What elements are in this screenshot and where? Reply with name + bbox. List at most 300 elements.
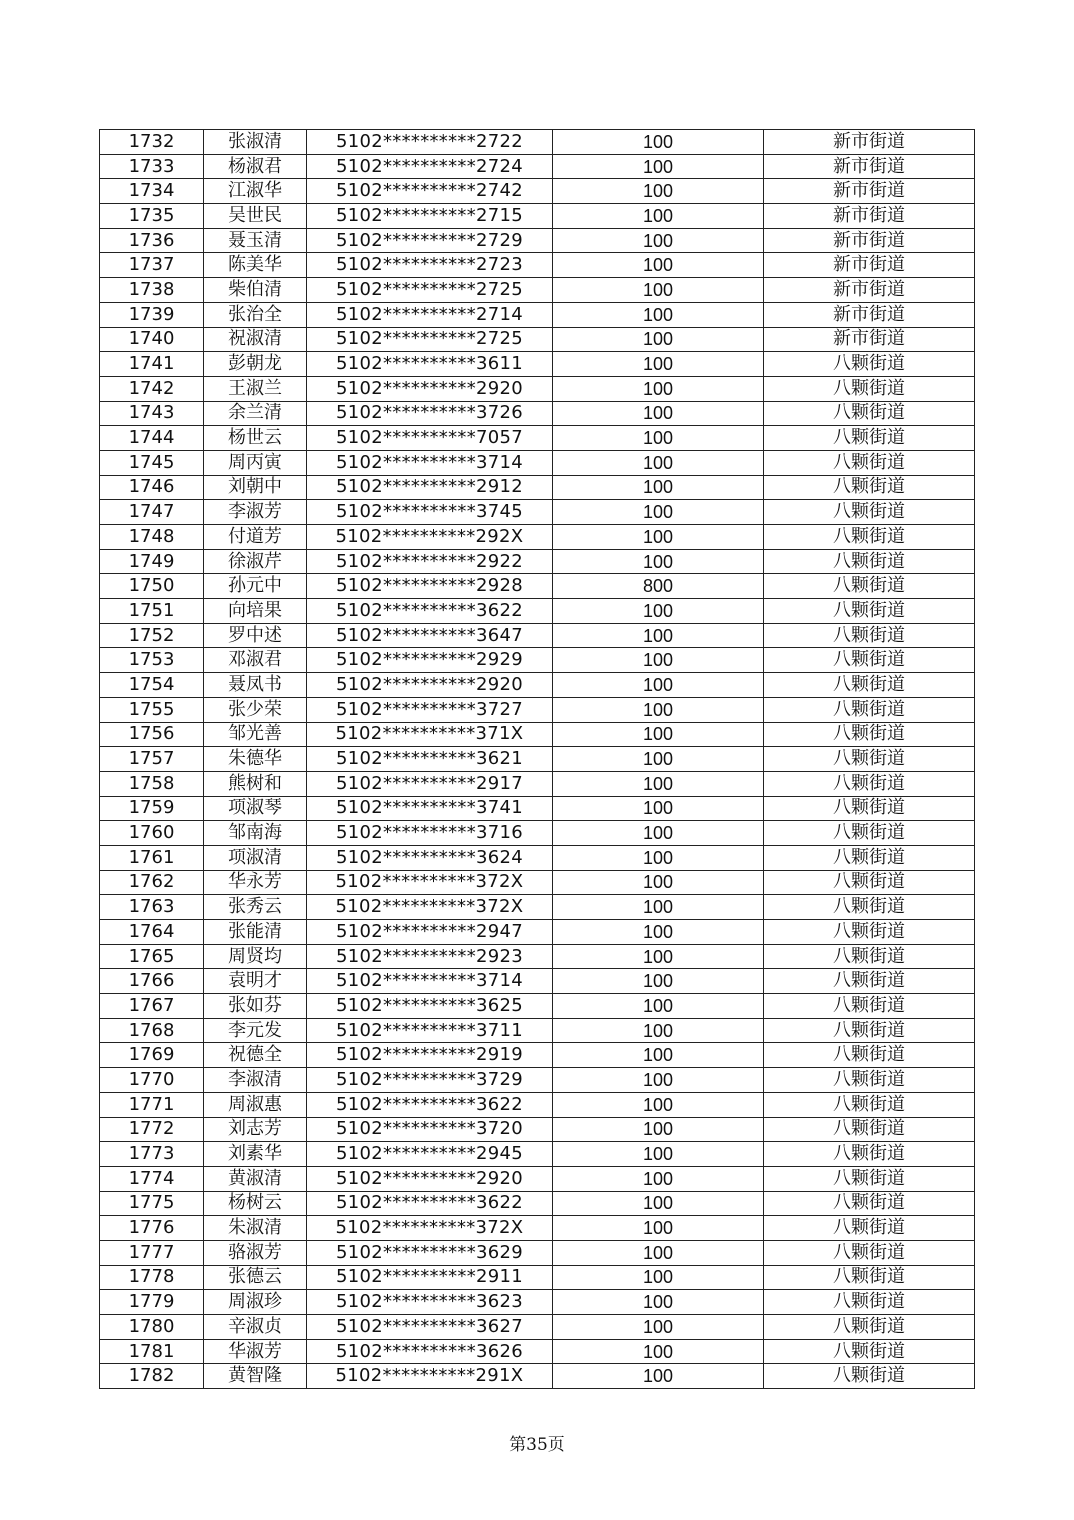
street-cell: 八颗街道 [764,574,975,599]
id-number-cell: 5102**********292X [307,525,553,550]
name-cell: 王淑兰 [204,376,307,401]
row-number-cell: 1778 [100,1265,204,1290]
table-row [100,1142,975,1167]
name-cell: 彭朝龙 [204,352,307,377]
row-number-cell: 1770 [100,1068,204,1093]
id-number-cell: 5102**********2714 [307,302,553,327]
table-row [100,574,975,599]
id-number-cell: 5102**********2929 [307,648,553,673]
street-cell: 八颗街道 [764,920,975,945]
street-cell: 八颗街道 [764,500,975,525]
name-cell: 向培果 [204,599,307,624]
table-row [100,1364,975,1389]
street-cell: 新市街道 [764,302,975,327]
row-number-cell: 1762 [100,870,204,895]
street-cell: 八颗街道 [764,450,975,475]
name-cell: 吴世民 [204,204,307,229]
amount-cell: 100 [553,327,764,352]
name-cell: 杨树云 [204,1191,307,1216]
street-cell: 八颗街道 [764,401,975,426]
table-row [100,648,975,673]
table-row [100,673,975,698]
name-cell: 朱淑清 [204,1216,307,1241]
id-number-cell: 5102**********2723 [307,253,553,278]
name-cell: 聂玉清 [204,228,307,253]
row-number-cell: 1782 [100,1364,204,1389]
table-row [100,525,975,550]
amount-cell: 100 [553,920,764,945]
row-number-cell: 1733 [100,154,204,179]
id-number-cell: 5102**********3647 [307,623,553,648]
row-number-cell: 1734 [100,179,204,204]
name-cell: 邓淑君 [204,648,307,673]
table-row [100,1339,975,1364]
id-number-cell: 5102**********372X [307,895,553,920]
row-number-cell: 1747 [100,500,204,525]
name-cell: 张少荣 [204,697,307,722]
table-row [100,352,975,377]
table-row [100,845,975,870]
name-cell: 柴伯清 [204,278,307,303]
amount-cell: 100 [553,204,764,229]
id-number-cell: 5102**********2912 [307,475,553,500]
amount-cell: 100 [553,796,764,821]
street-cell: 八颗街道 [764,599,975,624]
table-row [100,549,975,574]
row-number-cell: 1774 [100,1166,204,1191]
id-number-cell: 5102**********3611 [307,352,553,377]
name-cell: 李淑清 [204,1068,307,1093]
table-row [100,179,975,204]
street-cell: 八颗街道 [764,994,975,1019]
street-cell: 八颗街道 [764,1364,975,1389]
id-number-cell: 5102**********2922 [307,549,553,574]
table-row [100,895,975,920]
row-number-cell: 1775 [100,1191,204,1216]
street-cell: 八颗街道 [764,1142,975,1167]
street-cell: 八颗街道 [764,722,975,747]
amount-cell: 100 [553,722,764,747]
street-cell: 八颗街道 [764,796,975,821]
id-number-cell: 5102**********3625 [307,994,553,1019]
id-number-cell: 5102**********3622 [307,599,553,624]
table-row [100,475,975,500]
amount-cell: 100 [553,1290,764,1315]
table-row [100,500,975,525]
name-cell: 项淑清 [204,845,307,870]
id-number-cell: 5102**********2729 [307,228,553,253]
amount-cell: 100 [553,1142,764,1167]
row-number-cell: 1764 [100,920,204,945]
id-number-cell: 5102**********291X [307,1364,553,1389]
table-row [100,278,975,303]
row-number-cell: 1754 [100,673,204,698]
street-cell: 八颗街道 [764,747,975,772]
amount-cell: 100 [553,1068,764,1093]
name-cell: 孙元中 [204,574,307,599]
name-cell: 张能清 [204,920,307,945]
name-cell: 邹光善 [204,722,307,747]
street-cell: 八颗街道 [764,1240,975,1265]
row-number-cell: 1742 [100,376,204,401]
amount-cell: 100 [553,821,764,846]
amount-cell: 100 [553,969,764,994]
table-row [100,796,975,821]
street-cell: 八颗街道 [764,771,975,796]
amount-cell: 100 [553,1191,764,1216]
amount-cell: 100 [553,771,764,796]
table-row [100,1315,975,1340]
name-cell: 张淑清 [204,130,307,155]
row-number-cell: 1746 [100,475,204,500]
id-number-cell: 5102**********2724 [307,154,553,179]
id-number-cell: 5102**********372X [307,870,553,895]
amount-cell: 100 [553,549,764,574]
table-row [100,920,975,945]
row-number-cell: 1748 [100,525,204,550]
id-number-cell: 5102**********2945 [307,1142,553,1167]
name-cell: 周丙寅 [204,450,307,475]
street-cell: 八颗街道 [764,1092,975,1117]
street-cell: 八颗街道 [764,525,975,550]
id-number-cell: 5102**********2919 [307,1043,553,1068]
street-cell: 八颗街道 [764,1068,975,1093]
row-number-cell: 1743 [100,401,204,426]
id-number-cell: 5102**********3627 [307,1315,553,1340]
amount-cell: 100 [553,352,764,377]
row-number-cell: 1751 [100,599,204,624]
table-row [100,1216,975,1241]
table-row [100,1166,975,1191]
row-number-cell: 1768 [100,1018,204,1043]
amount-cell: 100 [553,302,764,327]
row-number-cell: 1763 [100,895,204,920]
street-cell: 八颗街道 [764,1216,975,1241]
id-number-cell: 5102**********2947 [307,920,553,945]
name-cell: 华淑芳 [204,1339,307,1364]
id-number-cell: 5102**********372X [307,1216,553,1241]
row-number-cell: 1744 [100,426,204,451]
table-row [100,376,975,401]
row-number-cell: 1758 [100,771,204,796]
amount-cell: 100 [553,870,764,895]
name-cell: 周淑惠 [204,1092,307,1117]
id-number-cell: 5102**********2722 [307,130,553,155]
table-row [100,771,975,796]
street-cell: 八颗街道 [764,969,975,994]
name-cell: 杨淑君 [204,154,307,179]
table-row [100,1191,975,1216]
street-cell: 新市街道 [764,154,975,179]
amount-cell: 100 [553,525,764,550]
amount-cell: 100 [553,1216,764,1241]
street-cell: 八颗街道 [764,1290,975,1315]
amount-cell: 100 [553,845,764,870]
row-number-cell: 1777 [100,1240,204,1265]
name-cell: 骆淑芳 [204,1240,307,1265]
street-cell: 新市街道 [764,228,975,253]
street-cell: 八颗街道 [764,1043,975,1068]
id-number-cell: 5102**********2920 [307,1166,553,1191]
id-number-cell: 5102**********2920 [307,673,553,698]
street-cell: 八颗街道 [764,1339,975,1364]
id-number-cell: 5102**********3729 [307,1068,553,1093]
street-cell: 八颗街道 [764,352,975,377]
row-number-cell: 1753 [100,648,204,673]
street-cell: 八颗街道 [764,475,975,500]
street-cell: 八颗街道 [764,1018,975,1043]
id-number-cell: 5102**********3622 [307,1191,553,1216]
amount-cell: 100 [553,1240,764,1265]
name-cell: 朱德华 [204,747,307,772]
table-row [100,1240,975,1265]
street-cell: 八颗街道 [764,1315,975,1340]
table-row [100,1290,975,1315]
name-cell: 周贤均 [204,944,307,969]
name-cell: 华永芳 [204,870,307,895]
street-cell: 新市街道 [764,204,975,229]
street-cell: 八颗街道 [764,648,975,673]
amount-cell: 100 [553,426,764,451]
id-number-cell: 5102**********371X [307,722,553,747]
id-number-cell: 5102**********2917 [307,771,553,796]
table-row [100,944,975,969]
amount-cell: 100 [553,1018,764,1043]
name-cell: 付道芳 [204,525,307,550]
street-cell: 八颗街道 [764,845,975,870]
id-number-cell: 5102**********3626 [307,1339,553,1364]
row-number-cell: 1780 [100,1315,204,1340]
table-row [100,327,975,352]
amount-cell: 100 [553,1166,764,1191]
table-row [100,1117,975,1142]
row-number-cell: 1765 [100,944,204,969]
table-row [100,154,975,179]
table-row [100,697,975,722]
table-row [100,130,975,155]
street-cell: 八颗街道 [764,1166,975,1191]
street-cell: 八颗街道 [764,1117,975,1142]
row-number-cell: 1735 [100,204,204,229]
name-cell: 辛淑贞 [204,1315,307,1340]
name-cell: 罗中述 [204,623,307,648]
row-number-cell: 1773 [100,1142,204,1167]
table-row [100,1043,975,1068]
name-cell: 李元发 [204,1018,307,1043]
row-number-cell: 1769 [100,1043,204,1068]
id-number-cell: 5102**********3621 [307,747,553,772]
amount-cell: 100 [553,475,764,500]
amount-cell: 100 [553,648,764,673]
table-row [100,204,975,229]
name-cell: 张德云 [204,1265,307,1290]
id-number-cell: 5102**********2742 [307,179,553,204]
name-cell: 邹南海 [204,821,307,846]
id-number-cell: 5102**********7057 [307,426,553,451]
id-number-cell: 5102**********2920 [307,376,553,401]
id-number-cell: 5102**********3720 [307,1117,553,1142]
name-cell: 祝德全 [204,1043,307,1068]
id-number-cell: 5102**********3716 [307,821,553,846]
id-number-cell: 5102**********3714 [307,969,553,994]
street-cell: 八颗街道 [764,376,975,401]
amount-cell: 100 [553,278,764,303]
amount-cell: 100 [553,228,764,253]
table-row [100,1018,975,1043]
name-cell: 徐淑芹 [204,549,307,574]
table-row [100,302,975,327]
row-number-cell: 1732 [100,130,204,155]
id-number-cell: 5102**********3741 [307,796,553,821]
row-number-cell: 1750 [100,574,204,599]
amount-cell: 100 [553,450,764,475]
row-number-cell: 1772 [100,1117,204,1142]
street-cell: 新市街道 [764,327,975,352]
table-row [100,969,975,994]
name-cell: 张如芬 [204,994,307,1019]
name-cell: 江淑华 [204,179,307,204]
amount-cell: 100 [553,747,764,772]
table-row [100,747,975,772]
id-number-cell: 5102**********3714 [307,450,553,475]
amount-cell: 100 [553,673,764,698]
name-cell: 黄淑清 [204,1166,307,1191]
id-number-cell: 5102**********2725 [307,327,553,352]
row-number-cell: 1737 [100,253,204,278]
street-cell: 八颗街道 [764,1265,975,1290]
table-row [100,1068,975,1093]
amount-cell: 100 [553,154,764,179]
street-cell: 新市街道 [764,179,975,204]
table-row [100,722,975,747]
data-table [99,129,975,1389]
row-number-cell: 1757 [100,747,204,772]
street-cell: 八颗街道 [764,1191,975,1216]
row-number-cell: 1756 [100,722,204,747]
table-row [100,228,975,253]
street-cell: 新市街道 [764,130,975,155]
amount-cell: 100 [553,994,764,1019]
row-number-cell: 1739 [100,302,204,327]
id-number-cell: 5102**********2923 [307,944,553,969]
id-number-cell: 5102**********3624 [307,845,553,870]
amount-cell: 100 [553,1265,764,1290]
amount-cell: 100 [553,253,764,278]
id-number-cell: 5102**********2725 [307,278,553,303]
amount-cell: 100 [553,179,764,204]
table-row [100,401,975,426]
street-cell: 八颗街道 [764,895,975,920]
street-cell: 八颗街道 [764,944,975,969]
table-row [100,450,975,475]
row-number-cell: 1766 [100,969,204,994]
name-cell: 张秀云 [204,895,307,920]
row-number-cell: 1741 [100,352,204,377]
amount-cell: 100 [553,376,764,401]
street-cell: 新市街道 [764,278,975,303]
street-cell: 八颗街道 [764,549,975,574]
amount-cell: 100 [553,401,764,426]
table-body [100,130,975,1389]
row-number-cell: 1755 [100,697,204,722]
name-cell: 杨世云 [204,426,307,451]
name-cell: 聂凤书 [204,673,307,698]
name-cell: 李淑芳 [204,500,307,525]
name-cell: 周淑珍 [204,1290,307,1315]
row-number-cell: 1776 [100,1216,204,1241]
table-row [100,623,975,648]
row-number-cell: 1771 [100,1092,204,1117]
id-number-cell: 5102**********3726 [307,401,553,426]
amount-cell: 100 [553,1339,764,1364]
name-cell: 张治全 [204,302,307,327]
row-number-cell: 1779 [100,1290,204,1315]
amount-cell: 100 [553,500,764,525]
row-number-cell: 1749 [100,549,204,574]
amount-cell: 100 [553,1092,764,1117]
street-cell: 八颗街道 [764,426,975,451]
name-cell: 项淑琴 [204,796,307,821]
row-number-cell: 1745 [100,450,204,475]
amount-cell: 100 [553,130,764,155]
amount-cell: 100 [553,1043,764,1068]
row-number-cell: 1736 [100,228,204,253]
name-cell: 刘志芳 [204,1117,307,1142]
street-cell: 八颗街道 [764,623,975,648]
amount-cell: 100 [553,895,764,920]
name-cell: 刘朝中 [204,475,307,500]
name-cell: 刘素华 [204,1142,307,1167]
id-number-cell: 5102**********3711 [307,1018,553,1043]
id-number-cell: 5102**********3622 [307,1092,553,1117]
id-number-cell: 5102**********2911 [307,1265,553,1290]
street-cell: 新市街道 [764,253,975,278]
name-cell: 祝淑清 [204,327,307,352]
amount-cell: 100 [553,1117,764,1142]
id-number-cell: 5102**********2928 [307,574,553,599]
name-cell: 熊树和 [204,771,307,796]
row-number-cell: 1752 [100,623,204,648]
row-number-cell: 1781 [100,1339,204,1364]
table-row [100,599,975,624]
id-number-cell: 5102**********3745 [307,500,553,525]
street-cell: 八颗街道 [764,870,975,895]
row-number-cell: 1761 [100,845,204,870]
name-cell: 黄智隆 [204,1364,307,1389]
amount-cell: 100 [553,599,764,624]
amount-cell: 100 [553,1364,764,1389]
row-number-cell: 1760 [100,821,204,846]
street-cell: 八颗街道 [764,821,975,846]
name-cell: 余兰清 [204,401,307,426]
page-number: 第35页 [509,1435,565,1455]
id-number-cell: 5102**********3623 [307,1290,553,1315]
table-row [100,870,975,895]
row-number-cell: 1738 [100,278,204,303]
amount-cell: 100 [553,1315,764,1340]
row-number-cell: 1740 [100,327,204,352]
amount-cell: 100 [553,697,764,722]
table-row [100,1265,975,1290]
table-row [100,994,975,1019]
name-cell: 袁明才 [204,969,307,994]
id-number-cell: 5102**********3629 [307,1240,553,1265]
street-cell: 八颗街道 [764,673,975,698]
row-number-cell: 1767 [100,994,204,1019]
id-number-cell: 5102**********2715 [307,204,553,229]
id-number-cell: 5102**********3727 [307,697,553,722]
amount-cell: 100 [553,944,764,969]
